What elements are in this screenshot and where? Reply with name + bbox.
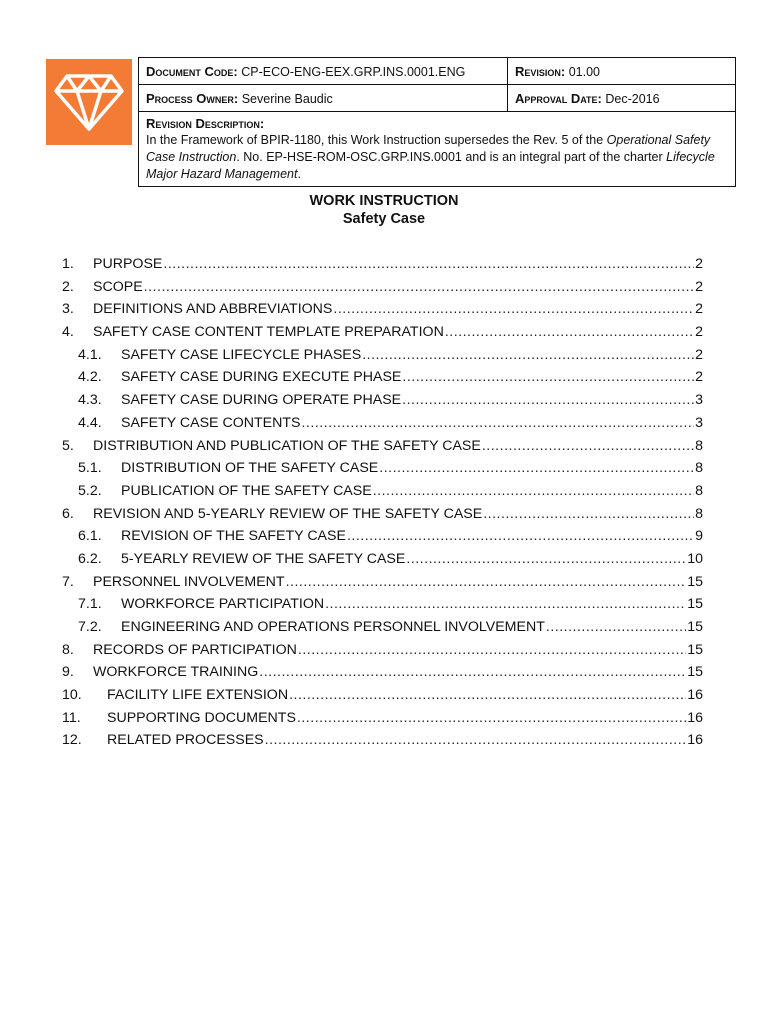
toc-dot-leader — [259, 664, 686, 680]
toc-dot-leader — [406, 551, 686, 567]
toc-entry-page: 8 — [695, 460, 703, 477]
revision-value: 01.00 — [568, 64, 600, 79]
toc-entry-title[interactable]: SAFETY CASE DURING EXECUTE PHASE — [121, 369, 402, 386]
toc-entry-title[interactable]: WORKFORCE TRAINING — [93, 664, 259, 681]
toc-entry-page: 8 — [695, 437, 703, 454]
toc-entry-title[interactable]: SAFETY CASE LIFECYCLE PHASES — [121, 346, 362, 363]
toc-dot-leader — [373, 483, 694, 499]
toc-entry[interactable] — [62, 687, 703, 710]
document-code-label: Document Code: — [146, 63, 238, 79]
toc-entry-page: 8 — [695, 505, 703, 522]
toc-dot-leader — [298, 642, 686, 658]
toc-entry-title[interactable]: FACILITY LIFE EXTENSION — [107, 687, 289, 704]
document-title-line2: Safety Case — [342, 211, 426, 227]
toc-entry-number: 2. — [62, 278, 74, 295]
toc-entry-number: 12. — [62, 732, 82, 749]
toc-entry[interactable] — [62, 551, 703, 574]
toc-entry-number: 11. — [62, 709, 81, 726]
toc-entry-title[interactable]: REVISION OF THE SAFETY CASE — [121, 528, 346, 545]
toc-entry-page: 16 — [687, 687, 703, 704]
toc-entry-number: 7.2. — [78, 619, 102, 635]
toc-dot-leader — [483, 506, 694, 522]
toc-entry-number: 10. — [62, 687, 82, 704]
approval-date-cell — [508, 85, 736, 112]
toc-entry-page: 16 — [687, 709, 703, 726]
toc-entry[interactable] — [62, 710, 703, 733]
toc-dot-leader — [265, 732, 687, 748]
document-code-cell — [139, 58, 508, 85]
toc-entry-page: 2 — [695, 346, 703, 363]
toc-entry[interactable] — [62, 369, 703, 392]
revision-description-cell — [139, 112, 736, 187]
toc-entry-page: 2 — [695, 256, 703, 272]
toc-entry-title[interactable]: PERSONNEL INVOLVEMENT — [93, 573, 285, 590]
revision-description-part: . — [297, 167, 301, 181]
toc-entry-number: 3. — [62, 301, 74, 318]
revision-description-text — [146, 132, 728, 183]
toc-entry-page: 15 — [687, 619, 703, 635]
toc-entry-title[interactable]: WORKFORCE PARTICIPATION — [121, 596, 325, 613]
table-of-contents — [62, 256, 703, 755]
toc-entry-page: 10 — [687, 550, 703, 567]
toc-entry-title[interactable]: 5-YEARLY REVIEW OF THE SAFETY CASE — [121, 550, 406, 567]
toc-entry-number: 4.1. — [78, 346, 102, 363]
toc-dot-leader — [347, 528, 694, 544]
toc-entry-page: 2 — [695, 278, 703, 295]
toc-entry[interactable] — [62, 279, 703, 302]
toc-dot-leader — [163, 256, 694, 272]
toc-entry-title[interactable]: SUPPORTING DOCUMENTS — [107, 709, 296, 726]
revision-description-label: Revision Description: — [146, 116, 265, 131]
toc-entry-number: 9. — [62, 664, 74, 681]
toc-entry-number: 1. — [62, 256, 74, 272]
revision-description-part: . No. EP-HSE-ROM-OSC.GRP.INS.0001 and is an integral part of the charter — [236, 150, 667, 164]
toc-entry-number: 6.2. — [78, 550, 102, 567]
company-logo — [46, 59, 132, 145]
toc-entry-number: 6. — [62, 505, 74, 522]
toc-entry-page: 3 — [695, 392, 703, 409]
toc-entry-title[interactable]: SAFETY CASE CONTENTS — [121, 414, 301, 431]
toc-entry-page: 2 — [695, 369, 703, 386]
toc-entry-title[interactable]: DISTRIBUTION OF THE SAFETY CASE — [121, 460, 379, 477]
toc-entry[interactable] — [62, 438, 703, 461]
toc-entry-title[interactable]: SCOPE — [93, 278, 143, 295]
toc-dot-leader — [144, 279, 694, 295]
toc-dot-leader — [297, 710, 686, 726]
toc-entry-title[interactable]: PURPOSE — [93, 256, 163, 272]
toc-entry-title[interactable]: RELATED PROCESSES — [107, 732, 264, 749]
toc-entry-number: 4. — [62, 324, 74, 341]
toc-entry-page: 15 — [687, 596, 703, 613]
toc-entry-title[interactable]: DEFINITIONS AND ABBREVIATIONS — [93, 301, 333, 318]
toc-entry-title[interactable]: PUBLICATION OF THE SAFETY CASE — [121, 482, 372, 499]
toc-entry-page: 3 — [695, 414, 703, 431]
process-owner-label: Process Owner: — [146, 90, 239, 106]
toc-entry-title[interactable]: REVISION AND 5-YEARLY REVIEW OF THE SAFETY CASE — [93, 505, 483, 522]
toc-dot-leader — [402, 392, 694, 408]
toc-dot-leader — [445, 324, 694, 340]
document-header-table — [138, 57, 736, 187]
toc-entry-title[interactable]: SAFETY CASE CONTENT TEMPLATE PREPARATION — [93, 324, 444, 341]
toc-entry[interactable] — [62, 664, 703, 687]
toc-dot-leader — [325, 596, 686, 612]
toc-dot-leader — [482, 438, 694, 454]
toc-entry[interactable] — [62, 483, 703, 506]
toc-dot-leader — [546, 619, 686, 635]
process-owner-cell — [139, 85, 508, 112]
toc-entry[interactable] — [62, 574, 703, 597]
toc-entry[interactable] — [62, 256, 703, 279]
toc-entry-number: 7. — [62, 573, 74, 590]
revision-cell — [508, 58, 736, 85]
toc-entry-number: 6.1. — [78, 528, 102, 545]
toc-entry-number: 4.2. — [78, 369, 102, 386]
toc-entry[interactable] — [62, 732, 703, 755]
toc-dot-leader — [362, 347, 694, 363]
toc-entry-number: 5. — [62, 437, 74, 454]
toc-dot-leader — [333, 301, 694, 317]
toc-entry-title[interactable]: ENGINEERING AND OPERATIONS PERSONNEL INVOLVEMENT — [121, 619, 545, 635]
toc-entry[interactable] — [62, 460, 703, 483]
toc-entry[interactable] — [62, 415, 703, 438]
toc-entry[interactable] — [62, 324, 703, 347]
toc-entry-number: 4.3. — [78, 392, 102, 409]
toc-entry-title[interactable]: RECORDS OF PARTICIPATION — [93, 641, 297, 658]
toc-entry-page: 16 — [687, 732, 703, 749]
toc-entry-number: 4.4. — [78, 414, 102, 431]
revision-description-part: In the Framework of BPIR-1180, this Work Instruction supersedes the Rev. 5 of the — [146, 133, 607, 147]
toc-entry[interactable] — [62, 596, 703, 619]
toc-dot-leader — [286, 574, 687, 590]
toc-entry-page: 2 — [695, 324, 703, 341]
toc-entry[interactable] — [62, 392, 703, 415]
approval-date-label: Approval Date: — [515, 90, 602, 106]
diamond-icon — [53, 72, 125, 132]
toc-entry-page: 15 — [687, 641, 703, 658]
revision-description-italic: Operational Safety Case Instruction — [146, 133, 711, 164]
toc-entry-title[interactable]: SAFETY CASE DURING OPERATE PHASE — [121, 392, 402, 409]
toc-entry-page: 9 — [695, 528, 703, 545]
revision-description-italic: Lifecycle Major Hazard Management — [146, 150, 715, 181]
document-code-value: CP-ECO-ENG-EEX.GRP.INS.0001.ENG — [241, 64, 466, 79]
toc-entry-page: 15 — [687, 573, 703, 590]
toc-entry[interactable] — [62, 347, 703, 370]
toc-entry[interactable] — [62, 619, 703, 642]
toc-dot-leader — [301, 415, 694, 431]
toc-entry[interactable] — [62, 642, 703, 665]
toc-entry-number: 5.1. — [78, 460, 102, 477]
toc-entry-number: 8. — [62, 641, 74, 658]
toc-entry-page: 15 — [687, 664, 703, 681]
document-title — [0, 192, 768, 228]
revision-label: Revision: — [515, 63, 566, 79]
toc-entry-number: 7.1. — [78, 596, 102, 613]
toc-entry-number: 5.2. — [78, 482, 102, 499]
toc-entry[interactable] — [62, 506, 703, 529]
toc-entry[interactable] — [62, 301, 703, 324]
toc-entry-page: 2 — [695, 301, 703, 318]
document-title-line1: WORK INSTRUCTION — [309, 193, 459, 209]
toc-dot-leader — [289, 687, 686, 703]
toc-entry-title[interactable]: DISTRIBUTION AND PUBLICATION OF THE SAFETY CASE — [93, 437, 481, 454]
process-owner-value: Severine Baudic — [241, 91, 333, 106]
approval-date-value: Dec-2016 — [605, 91, 660, 106]
toc-entry[interactable] — [62, 528, 703, 551]
toc-dot-leader — [402, 369, 694, 385]
toc-entry-page: 8 — [695, 482, 703, 499]
toc-dot-leader — [379, 460, 694, 476]
